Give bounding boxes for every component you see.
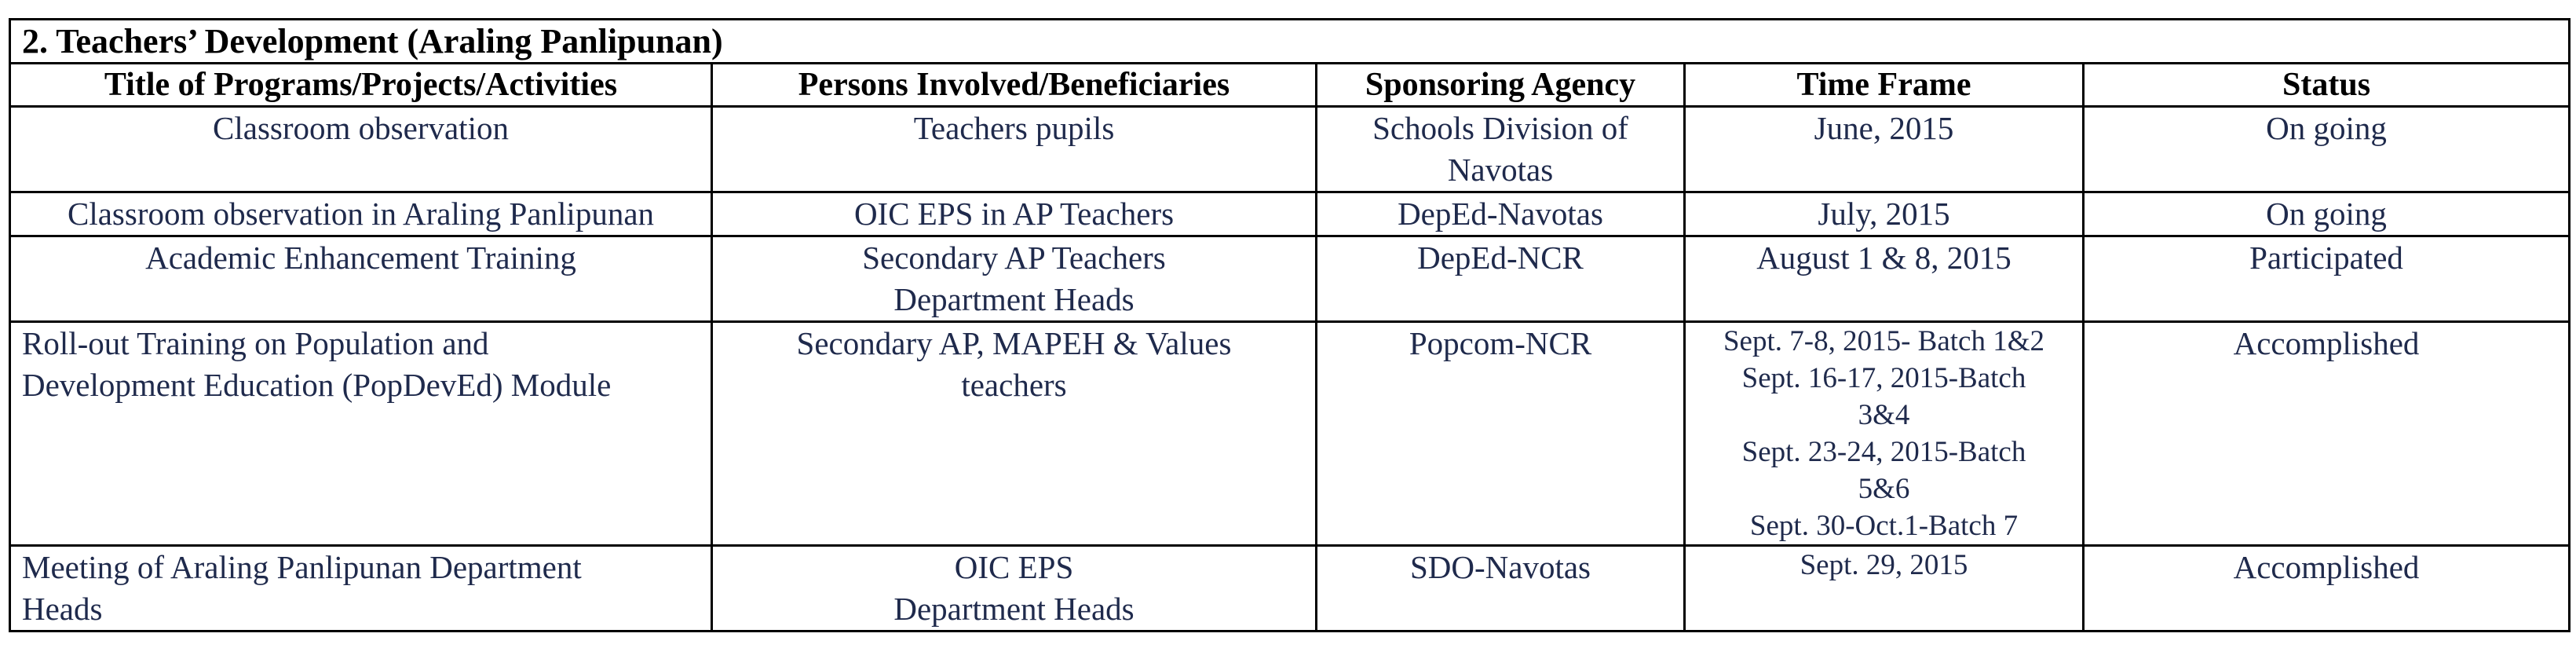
cell-status: Participated (2084, 236, 2570, 322)
cell-line: OIC EPS in AP Teachers (853, 196, 1175, 232)
table-row (10, 107, 2570, 192)
cell-line: Classroom observation in Araling Panlipunan (67, 196, 655, 232)
cell-title (10, 236, 712, 322)
table-row (10, 322, 2570, 546)
cell-status: On going (2084, 192, 2570, 236)
teachers-development-table (9, 18, 2571, 632)
cell-persons (712, 546, 1317, 632)
header-row (10, 64, 2570, 107)
cell-line: Development Education (PopDevEd) Module (22, 367, 612, 403)
table-row (10, 192, 2570, 236)
cell-status: Accomplished (2084, 322, 2570, 546)
section-title-row (10, 20, 2570, 64)
cell-line: Classroom observation (213, 110, 509, 146)
cell-line: Roll-out Training on Population and (22, 325, 489, 361)
cell-status: Accomplished (2084, 546, 2570, 632)
section-title: 2. Teachers’ Development (Araling Panlipunan) (10, 20, 2570, 64)
cell-line: Popcom-NCR (1409, 325, 1592, 361)
cell-agency (1317, 236, 1685, 322)
cell-title (10, 192, 712, 236)
cell-line: Navotas (1447, 152, 1554, 188)
header-persons: Persons Involved/Beneficiaries (712, 64, 1317, 107)
cell-line: Meeting of Araling Panlipunan Department (22, 549, 582, 585)
cell-line: Sept. 16-17, 2015-Batch (1741, 362, 2026, 394)
cell-line: DepEd-Navotas (1398, 196, 1603, 232)
cell-line: teachers (961, 367, 1067, 403)
cell-time-frame (1685, 322, 2084, 546)
header-title: Title of Programs/Projects/Activities (10, 64, 712, 107)
cell-line: Department Heads (893, 281, 1135, 317)
cell-time-frame (1685, 192, 2084, 236)
cell-line: Department Heads (893, 591, 1135, 627)
cell-line: DepEd-NCR (1417, 240, 1584, 276)
cell-line: Academic Enhancement Training (145, 240, 576, 276)
cell-line: June, 2015 (1814, 110, 1954, 146)
cell-title (10, 546, 712, 632)
header-time-frame: Time Frame (1685, 64, 2084, 107)
cell-line: OIC EPS (954, 549, 1074, 585)
table-row (10, 236, 2570, 322)
cell-line: Sept. 29, 2015 (1800, 549, 1968, 581)
cell-time-frame (1685, 236, 2084, 322)
cell-line: Heads (22, 591, 103, 627)
cell-agency (1317, 322, 1685, 546)
cell-line: Teachers pupils (913, 110, 1115, 146)
cell-line: Sept. 23-24, 2015-Batch (1741, 436, 2026, 468)
cell-line: 5&6 (1858, 473, 1910, 505)
cell-agency (1317, 192, 1685, 236)
cell-agency (1317, 546, 1685, 632)
cell-line: July, 2015 (1818, 196, 1950, 232)
cell-persons (712, 107, 1317, 192)
header-agency: Sponsoring Agency (1317, 64, 1685, 107)
cell-status: On going (2084, 107, 2570, 192)
cell-persons (712, 236, 1317, 322)
cell-persons (712, 192, 1317, 236)
cell-line: 3&4 (1858, 399, 1910, 431)
cell-line: Sept. 30-Oct.1-Batch 7 (1749, 510, 2019, 542)
cell-agency (1317, 107, 1685, 192)
cell-line: Schools Division of (1372, 110, 1628, 146)
cell-line: Secondary AP, MAPEH & Values (796, 325, 1232, 361)
cell-line: SDO-Navotas (1409, 549, 1591, 585)
cell-line: Secondary AP Teachers (862, 240, 1166, 276)
cell-line: Sept. 7-8, 2015- Batch 1&2 (1723, 325, 2044, 357)
cell-line: August 1 & 8, 2015 (1756, 240, 2011, 276)
cell-time-frame (1685, 546, 2084, 632)
table-row (10, 546, 2570, 632)
cell-title (10, 107, 712, 192)
cell-persons (712, 322, 1317, 546)
cell-title (10, 322, 712, 546)
cell-time-frame (1685, 107, 2084, 192)
header-status: Status (2084, 64, 2570, 107)
